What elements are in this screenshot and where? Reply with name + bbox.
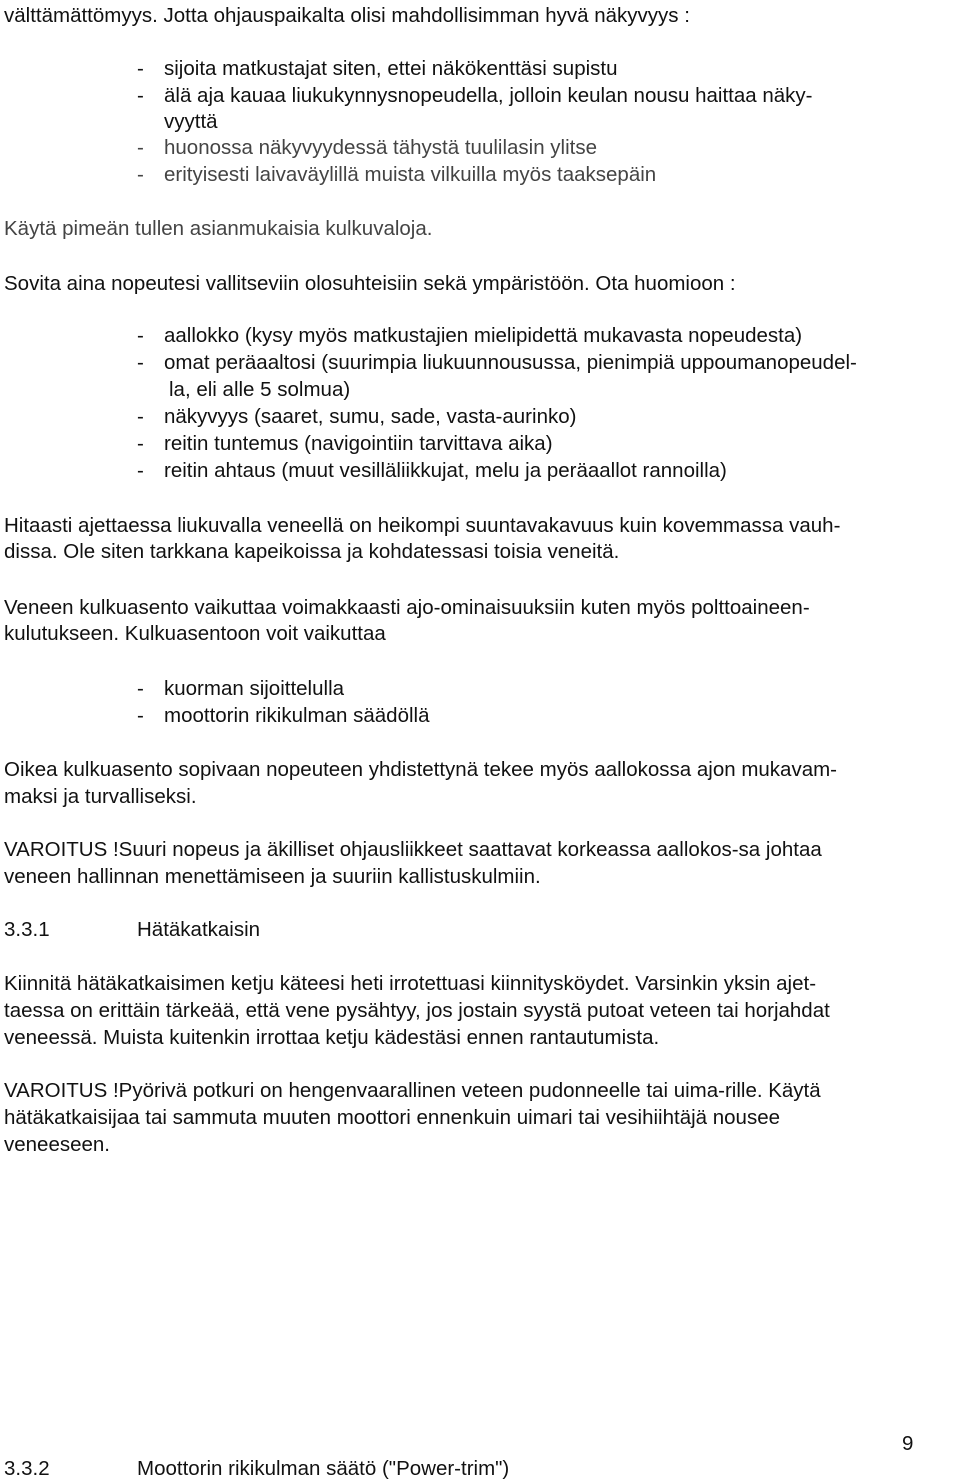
list-dash: -	[137, 677, 144, 700]
list-item-text: moottorin rikikulman säädöllä	[164, 704, 430, 727]
paragraph-line: Kiinnitä hätäkatkaisimen ketju käteesi heti irrotettuasi kiinnitysköydet. Varsinkin yksin ajet-	[4, 972, 817, 995]
section-title: Hätäkatkaisin	[137, 918, 261, 941]
list-dash: -	[137, 704, 144, 727]
list-item-text: kuorman sijoittelulla	[164, 677, 345, 700]
section-title: Moottorin rikikulman säätö ("Power-trim")	[137, 1457, 510, 1480]
list-item-text: älä aja kauaa liukukynnysnopeudella, jolloin keulan nousu haittaa näky-	[164, 84, 813, 107]
list-item-text: aallokko (kysy myös matkustajien mielipidettä mukavasta nopeudesta)	[164, 324, 803, 347]
paragraph-line: dissa. Ole siten tarkkana kapeikoissa ja kohdatessasi toisia veneitä.	[4, 540, 620, 563]
paragraph-line: VAROITUS !Pyörivä potkuri on hengenvaarallinen veteen pudonneelle tai uima-rille. Käytä	[4, 1079, 821, 1102]
paragraph-line: kulutukseen. Kulkuasentoon voit vaikuttaa	[4, 622, 386, 645]
list-dash: -	[137, 459, 144, 482]
section-number: 3.3.2	[4, 1457, 50, 1480]
paragraph-line: veneen hallinnan menettämiseen ja suuriin kallistuskulmiin.	[4, 865, 541, 888]
list-dash: -	[137, 163, 144, 186]
paragraph-line: veneeseen.	[4, 1133, 111, 1156]
paragraph-line: Veneen kulkuasento vaikuttaa voimakkaasti ajo-ominaisuuksiin kuten myös polttoaineen-	[4, 596, 810, 619]
list-dash: -	[137, 405, 144, 428]
paragraph-line: hätäkatkaisijaa tai sammuta muuten moottori ennenkuin uimari tai vesihiihtäjä nousee	[4, 1106, 781, 1129]
list-dash: -	[137, 57, 144, 80]
list-dash: -	[137, 351, 144, 374]
paragraph-line: maksi ja turvalliseksi.	[4, 785, 197, 808]
paragraph-line: Oikea kulkuasento sopivaan nopeuteen yhdistettynä tekee myös aallokossa ajon mukavam-	[4, 758, 838, 781]
list-item-text: näkyvyys (saaret, sumu, sade, vasta-aurinko)	[164, 405, 577, 428]
paragraph-line: veneessä. Muista kuitenkin irrottaa ketju kädestäsi ennen rantautumista.	[4, 1026, 660, 1049]
paragraph-line: taessa on erittäin tärkeää, että vene pysähtyy, jos jostain syystä putoat veteen tai horjahdat	[4, 999, 830, 1022]
list-item-text: reitin tuntemus (navigointiin tarvittava aika)	[164, 432, 553, 455]
list-item-text: vyyttä	[164, 110, 218, 133]
list-dash: -	[137, 136, 144, 159]
list-item-text: omat peräaaltosi (suurimpia liukuunnousussa, pienimpiä uppoumanopeudel-	[164, 351, 857, 374]
list-item-text: sijoita matkustajat siten, ettei näkökenttäsi supistu	[164, 57, 618, 80]
paragraph-speed: Sovita aina nopeutesi vallitseviin olosuhteisiin sekä ympäristöön. Ota huomioon :	[4, 272, 736, 295]
list-item-text: huonossa näkyvyydessä tähystä tuulilasin ylitse	[164, 136, 598, 159]
list-item-text: erityisesti laivaväylillä muista vilkuilla myös taaksepäin	[164, 163, 657, 186]
list-dash: -	[137, 324, 144, 347]
list-dash: -	[137, 432, 144, 455]
intro-line: välttämättömyys. Jotta ohjauspaikalta olisi mahdollisimman hyvä näkyvyys :	[4, 4, 690, 27]
paragraph-line: Hitaasti ajettaessa liukuvalla veneellä on heikompi suuntavakavuus kuin kovemmassa vauh-	[4, 514, 841, 537]
page-number: 9	[902, 1432, 914, 1455]
section-number: 3.3.1	[4, 918, 50, 941]
list-item-text: la, eli alle 5 solmua)	[169, 378, 351, 401]
list-dash: -	[137, 84, 144, 107]
paragraph-lights: Käytä pimeän tullen asianmukaisia kulkuvaloja.	[4, 217, 433, 240]
list-item-text: reitin ahtaus (muut vesilläliikkujat, melu ja peräaallot rannoilla)	[164, 459, 727, 482]
paragraph-line: VAROITUS !Suuri nopeus ja äkilliset ohjausliikkeet saattavat korkeassa aallokos-sa johtaa	[4, 838, 822, 861]
